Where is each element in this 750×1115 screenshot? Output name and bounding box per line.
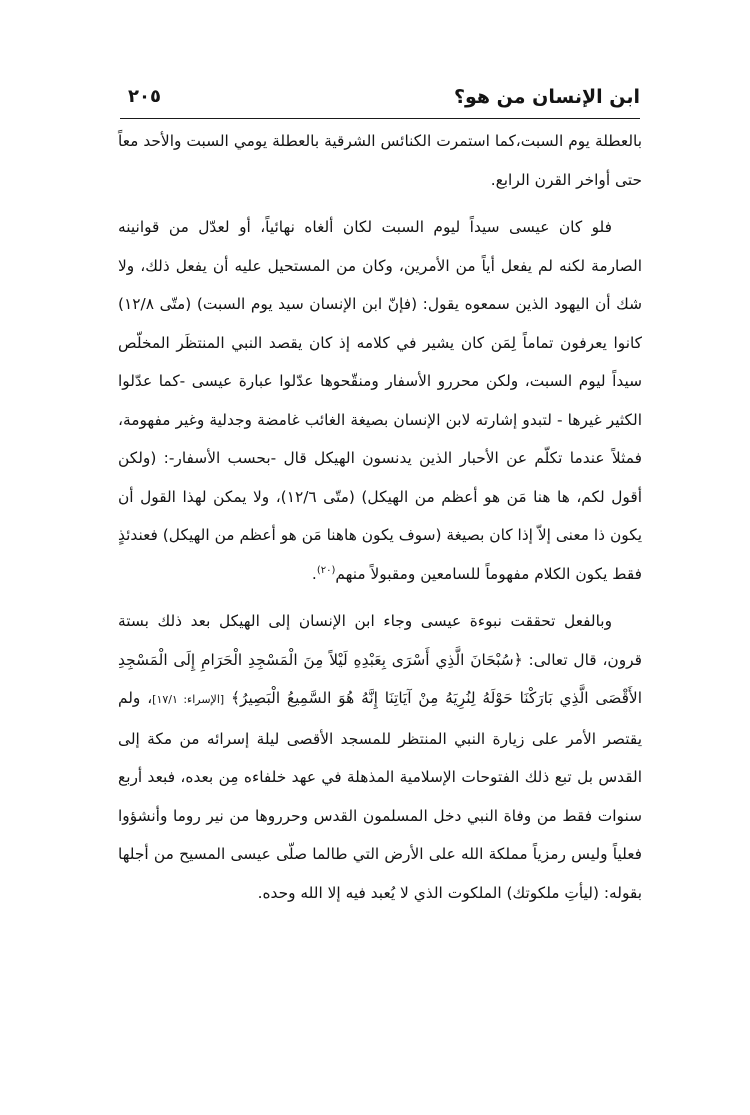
paragraph-3-text-a: وبالفعل تحققت نبوءة عيسى وجاء ابن الإنسان إلى الهيكل بعد ذلك بستة قرون، قال تعالى: ﴿سُبْحَانَ الَّذِي أَسْرَى بِعَبْدِهِ لَيْلاً مِنَ الْمَسْجِدِ الْحَرَامِ إِلَى الْمَسْجِدِ الأَقْصَى الَّذِي بَارَكْنَا حَوْلَهُ لِنُرِيَهُ مِنْ آيَاتِنَا إِنَّهُ هُوَ السَّمِيعُ الْبَصِيرُ﴾ <box>118 612 642 707</box>
page-header <box>120 84 640 116</box>
header-rule <box>120 118 640 119</box>
paragraph-3-text-b: ، ولم يقتصر الأمر على زيارة النبي المنتظر للمسجد الأقصى ليلة إسرائه من مكة إلى القدس بل تبع ذلك الفتوحات الإسلامية المذهلة في عهد خلفاءه مِن بعده، فبعد أربع سنوات فقط من وفاة النبي دخل المسلمون القدس وحرروها من نير روما وأنشؤوا فعلياً وليس رمزياً مملكة الله على الأرض التي طالما صلّى عيسى المسيح من أجلها بقوله: (ليأتِ ملكوتك) الملكوت الذي لا يُعبد فيه إلا الله وحده. <box>118 689 642 902</box>
quran-reference: [الإسراء: ١٧/١] <box>152 693 225 706</box>
paragraph-2-text: فلو كان عيسى سيداً ليوم السبت لكان ألغاه نهائياً، أو لعدّل من قوانينه الصارمة لكنه لم يفعل أياً من الأمرين، وكان من المستحيل عليه أن يفعل ذلك، ولا شك أن اليهود الذين سمعوه يقول: (فإنّ ابن الإنسان سيد يوم السبت) (متّى ١٢/٨) كانوا يعرفون تماماً لِمَن كان يشير في كلامه إذ كان يقصد النبي المنتظَر المخلّص سيداً ليوم السبت، ولكن محررو الأسفار ومنقّحوها عدّلوا عبارة عيسى -كما عدّلوا الكثير غيرها - لتبدو إشارته لابن الإنسان بصيغة الغائب غامضة وجدلية وغير مفهومة، فمثلاً عندما تكلّم عن الأحبار الذين يدنسون الهيكل قال -بحسب الأسفار-: (ولكن أقول لكم، ها هنا مَن هو أعظم من الهيكل) (متّى ١٢/٦)، ولا يمكن لهذا القول أن يكون ذا معنى إلاّ إذا كان بصيغة (سوف يكون هاهنا مَن هو أعظم من الهيكل) فعندئذٍ فقط يكون الكلام مفهوماً للسامعين ومقبولاً منهم <box>118 218 643 583</box>
paragraph-2-end: . <box>311 564 317 583</box>
paragraph-1-text: بالعطلة يوم السبت،كما استمرت الكنائس الشرقية بالعطلة يومي السبت والأحد معاً حتى أواخر القرن الرابع. <box>118 132 642 189</box>
paragraph-2 <box>118 208 642 593</box>
body-text <box>118 122 642 912</box>
page-number: ٢٠٥ <box>128 86 161 107</box>
paragraph-1 <box>118 122 642 199</box>
footnote-marker: (٢٠) <box>316 564 336 576</box>
paragraph-3 <box>118 602 642 912</box>
running-title: ابن الإنسان من هو؟ <box>453 86 640 108</box>
